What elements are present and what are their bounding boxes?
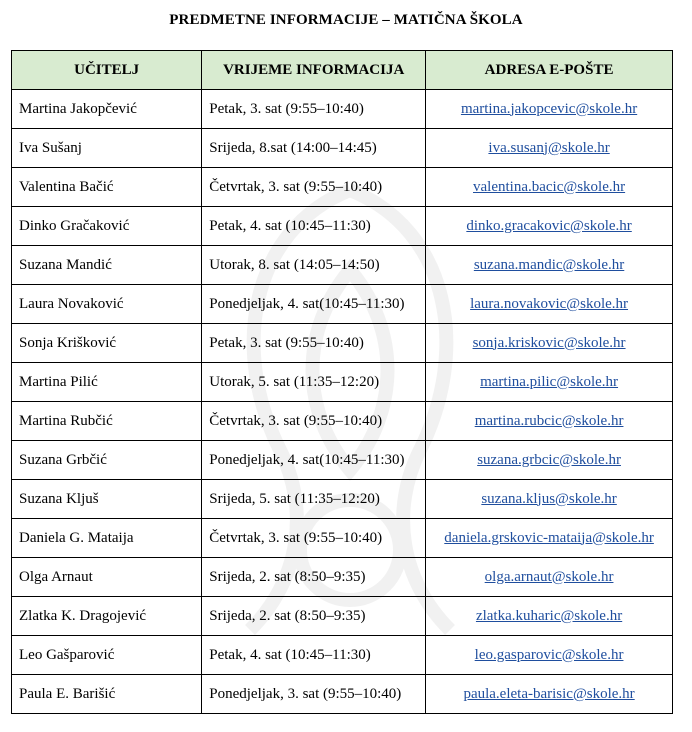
email-link[interactable]: sonja.kriskovic@skole.hr: [472, 334, 626, 351]
email-link[interactable]: martina.rubcic@skole.hr: [474, 412, 624, 429]
email-link[interactable]: suzana.mandic@skole.hr: [473, 256, 625, 273]
table-header-row: [12, 51, 673, 90]
email-link[interactable]: paula.eleta-barisic@skole.hr: [463, 685, 635, 702]
table-row: [12, 168, 673, 207]
consultation-time-cell: Utorak, 5. sat (11:35–12:20): [202, 363, 426, 402]
email-cell: [426, 519, 673, 558]
email-cell: [426, 558, 673, 597]
table-row: [12, 597, 673, 636]
teacher-name-cell: Martina Pilić: [12, 363, 202, 402]
table-row: [12, 207, 673, 246]
email-link[interactable]: suzana.grbcic@skole.hr: [477, 451, 621, 468]
table-row: [12, 363, 673, 402]
email-link[interactable]: laura.novakovic@skole.hr: [470, 295, 629, 312]
email-cell: [426, 480, 673, 519]
email-link[interactable]: suzana.kljus@skole.hr: [481, 490, 617, 507]
email-cell: [426, 402, 673, 441]
consultation-time-cell: Srijeda, 5. sat (11:35–12:20): [202, 480, 426, 519]
email-cell: [426, 90, 673, 129]
consultation-time-cell: Srijeda, 2. sat (8:50–9:35): [202, 558, 426, 597]
column-header-email: ADRESA E-POŠTE: [426, 51, 673, 90]
teacher-name-cell: Martina Rubčić: [12, 402, 202, 441]
teacher-name-cell: Martina Jakopčević: [12, 90, 202, 129]
table-row: [12, 324, 673, 363]
teacher-name-cell: Valentina Bačić: [12, 168, 202, 207]
table-row: [12, 519, 673, 558]
email-link[interactable]: valentina.bacic@skole.hr: [473, 178, 626, 195]
table-row: [12, 480, 673, 519]
table-row: [12, 285, 673, 324]
table-row: [12, 402, 673, 441]
teacher-name-cell: Olga Arnaut: [12, 558, 202, 597]
consultation-time-cell: Utorak, 8. sat (14:05–14:50): [202, 246, 426, 285]
teacher-name-cell: Suzana Kljuš: [12, 480, 202, 519]
table-row: [12, 441, 673, 480]
consultation-time-cell: Četvrtak, 3. sat (9:55–10:40): [202, 519, 426, 558]
email-link[interactable]: iva.susanj@skole.hr: [488, 139, 610, 156]
column-header-time: VRIJEME INFORMACIJA: [202, 51, 426, 90]
teacher-name-cell: Zlatka K. Dragojević: [12, 597, 202, 636]
teacher-name-cell: Suzana Grbčić: [12, 441, 202, 480]
email-cell: [426, 441, 673, 480]
consultation-time-cell: Petak, 3. sat (9:55–10:40): [202, 324, 426, 363]
email-link[interactable]: dinko.gracakovic@skole.hr: [466, 217, 632, 234]
consultation-time-cell: Petak, 4. sat (10:45–11:30): [202, 207, 426, 246]
email-cell: [426, 129, 673, 168]
email-link[interactable]: martina.jakopcevic@skole.hr: [460, 100, 638, 117]
email-cell: [426, 675, 673, 714]
email-cell: [426, 168, 673, 207]
consultation-time-cell: Srijeda, 2. sat (8:50–9:35): [202, 597, 426, 636]
consultation-time-cell: Četvrtak, 3. sat (9:55–10:40): [202, 402, 426, 441]
consultation-time-cell: Ponedjeljak, 4. sat(10:45–11:30): [202, 441, 426, 480]
information-table: [11, 50, 673, 714]
table-row: [12, 246, 673, 285]
email-link[interactable]: martina.pilic@skole.hr: [480, 373, 619, 390]
table-row: [12, 90, 673, 129]
consultation-time-cell: Ponedjeljak, 3. sat (9:55–10:40): [202, 675, 426, 714]
email-link[interactable]: leo.gasparovic@skole.hr: [474, 646, 624, 663]
email-link[interactable]: zlatka.kuharic@skole.hr: [475, 607, 623, 624]
document-title: PREDMETNE INFORMACIJE – MATIČNA ŠKOLA: [169, 12, 523, 28]
email-cell: [426, 285, 673, 324]
email-cell: [426, 207, 673, 246]
teacher-name-cell: Leo Gašparović: [12, 636, 202, 675]
teacher-name-cell: Paula E. Barišić: [12, 675, 202, 714]
email-link[interactable]: daniela.grskovic-mataija@skole.hr: [444, 529, 654, 546]
consultation-time-cell: Petak, 3. sat (9:55–10:40): [202, 90, 426, 129]
teacher-name-cell: Sonja Krišković: [12, 324, 202, 363]
email-cell: [426, 363, 673, 402]
table-row: [12, 129, 673, 168]
email-cell: [426, 636, 673, 675]
email-cell: [426, 597, 673, 636]
teacher-name-cell: Daniela G. Mataija: [12, 519, 202, 558]
email-link[interactable]: olga.arnaut@skole.hr: [484, 568, 614, 585]
teacher-name-cell: Iva Sušanj: [12, 129, 202, 168]
teacher-name-cell: Dinko Gračaković: [12, 207, 202, 246]
email-cell: [426, 324, 673, 363]
email-cell: [426, 246, 673, 285]
teacher-name-cell: Suzana Mandić: [12, 246, 202, 285]
consultation-time-cell: Srijeda, 8.sat (14:00–14:45): [202, 129, 426, 168]
table-row: [12, 558, 673, 597]
teacher-name-cell: Laura Novaković: [12, 285, 202, 324]
consultation-time-cell: Petak, 4. sat (10:45–11:30): [202, 636, 426, 675]
column-header-teacher: UČITELJ: [12, 51, 202, 90]
consultation-time-cell: Četvrtak, 3. sat (9:55–10:40): [202, 168, 426, 207]
consultation-time-cell: Ponedjeljak, 4. sat(10:45–11:30): [202, 285, 426, 324]
table-row: [12, 675, 673, 714]
table-row: [12, 636, 673, 675]
